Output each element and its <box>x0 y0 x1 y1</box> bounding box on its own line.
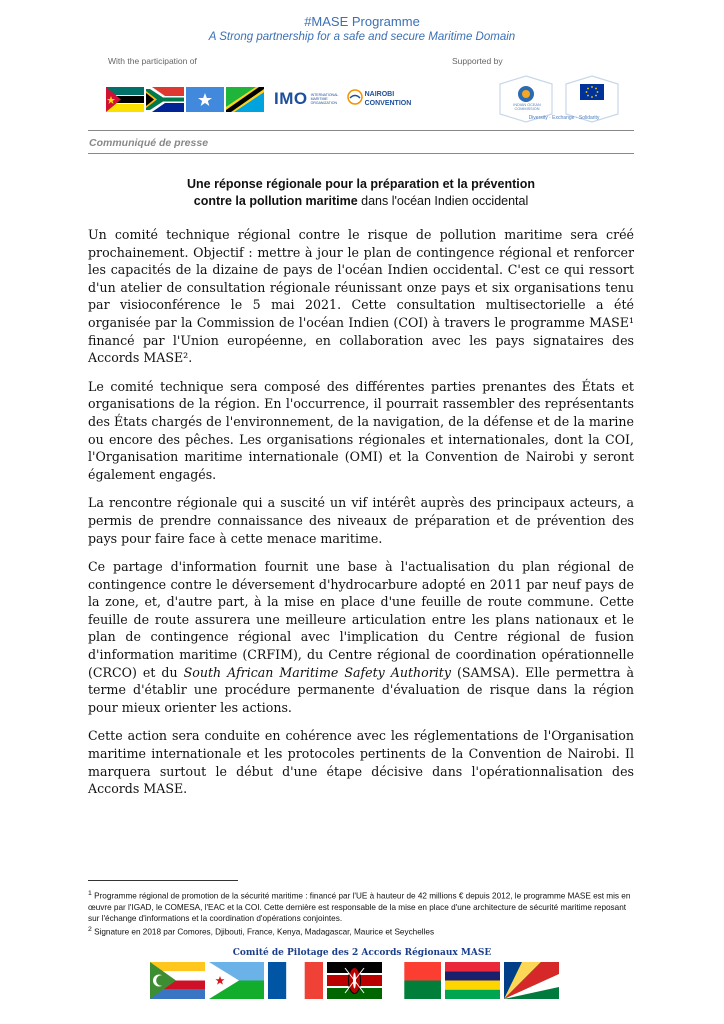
headline-line-2-bold: contre la pollution maritime <box>193 194 358 208</box>
paragraph-4-part-a: Ce partage d'information fournit une base à l'actualisation du plan régional de contingence contre le déversement d'hydrocarbure adopté en 2011 par neuf pays de la zone, et, d'autre part, à la mise en place d'une feuille de route commune. Cette feuille de route assurera une meilleure articulation entre les plans nationaux et le plan de contingence régional avec l'implication du Centre régional de fusion d'information maritime (CRFIM), du Centre régional de coordination opérationnelle (CRCO) et du <box>88 559 634 680</box>
comoros-flag-icon <box>150 962 205 999</box>
footnote-1 <box>88 888 634 924</box>
paragraph-4 <box>88 558 634 716</box>
press-body <box>88 226 634 809</box>
seychelles-flag-icon <box>504 962 559 999</box>
steering-committee-label: Comité de Pilotage des 2 Accords Régionaux MASE <box>232 948 492 958</box>
supporter-logos <box>496 74 630 124</box>
paragraph-3: La rencontre régionale qui a suscité un vif intérêt auprès des principaux acteurs, a permis de prendre connaissance des niveaux de préparation et de prévention des pays pour faire face à cette menace maritime. <box>88 495 634 546</box>
mauritius-flag-icon <box>445 962 500 999</box>
footnote-2 <box>88 924 634 938</box>
press-release-label: Communiqué de presse <box>89 137 209 149</box>
south-africa-flag-icon <box>146 87 184 112</box>
france-flag-icon <box>268 962 323 999</box>
coi-values: Diversity · Exchange · Solidarity <box>528 115 600 121</box>
somalia-flag-icon <box>186 87 224 112</box>
nairobi-logo-icon <box>347 89 363 109</box>
partner-logos <box>106 86 413 112</box>
coi-logo-text: INDIAN OCEAN COMMISSION <box>513 103 541 111</box>
paragraph-5: Cette action sera conduite en cohérence avec les réglementations de l'Organisation maritime internationale et les protocoles pertinents de la Convention de Nairobi. Il marquera surtout le début d'une étape décisive dans l'opérationnalisation des Accords MASE. <box>88 728 634 797</box>
footnote-1-mark: 1 <box>88 890 92 897</box>
signatory-flags <box>150 962 563 999</box>
participation-label: With the participation of <box>108 56 197 66</box>
paragraph-4-part-b: (SAMSA). Elle permettra à terme d'établir une procédure permanente d'évaluation de risque dans la région pour mieux orienter les actions. <box>88 664 634 715</box>
header-divider <box>88 130 634 131</box>
headline-line-1: Une réponse régionale pour la préparation et la prévention <box>187 177 535 191</box>
headline-line-2-light: dans l'océan Indien occidental <box>361 194 529 208</box>
footnote-2-text: Signature en 2018 par Comores, Djibouti, France, Kenya, Madagascar, Maurice et Seychelles <box>94 927 435 937</box>
programme-title: #MASE Programme <box>304 14 420 29</box>
tanzania-flag-icon <box>226 87 264 112</box>
imo-logo-subtitle: INTERNATIONAL MARITIME ORGANIZATION <box>310 93 339 105</box>
paragraph-1: Un comité technique régional contre le risque de pollution maritime sera créé prochainement. Objectif : mettre à jour le plan de contingence régional et renforcer les capacités de la dizaine de pays de l'océan Indien occidental. C'est ce qui ressort d'un atelier de consultation régionale réunissant onze pays et six organisations tenu par visioconférence le 5 mai 2021. Cette consultation multisectorielle a été organisée par la Commission de l'océan Indien (COI) à travers le programme MASE¹ financé par l'Union européenne, en collaboration avec les pays signataires des Accords MASE². <box>88 227 634 366</box>
djibouti-flag-icon <box>209 962 264 999</box>
footnote-2-mark: 2 <box>88 925 92 933</box>
footnote-rule <box>88 880 238 881</box>
madagascar-flag-icon <box>386 962 441 999</box>
press-divider <box>88 153 634 154</box>
imo-logo: IMO <box>274 89 308 108</box>
paragraph-4-italic: South African Maritime Safety Authority <box>183 664 451 680</box>
footnote-1-text: Programme régional de promotion de la sécurité maritime : financé par l'UE à hauteur de 42 millions € depuis 2012, le programme MASE est mis en œuvre par l'IGAD, le COMESA, l'EAC et la COI. Cette dernière est responsable de la mise en place d'une architecture de sécurité maritime reposant sur l'échange d'informations et la coordination d'opérations conjointes. <box>88 891 631 923</box>
mozambique-flag-icon <box>106 87 144 112</box>
kenya-flag-icon <box>327 962 382 999</box>
footnotes <box>88 888 634 937</box>
paragraph-2: Le comité technique sera composé des différentes parties prenantes des États et organisations de la région. En l'occurrence, il pourrait rassembler des représentants des États chargés de l'environnement, de la navigation, de la défense et de la marine ou encore des pêches. Les organisations régionales et internationales, dont la COI, l'Organisation maritime internationale (OMI) et la Convention de Nairobi y seront également engagés. <box>88 378 634 482</box>
supported-label: Supported by <box>452 56 503 66</box>
nairobi-convention-logo: NAIROBI CONVENTION <box>364 91 412 107</box>
programme-tagline: A Strong partnership for a safe and secure Maritime Domain <box>208 31 516 43</box>
headline-line-2 <box>88 193 634 210</box>
headline <box>88 176 634 210</box>
